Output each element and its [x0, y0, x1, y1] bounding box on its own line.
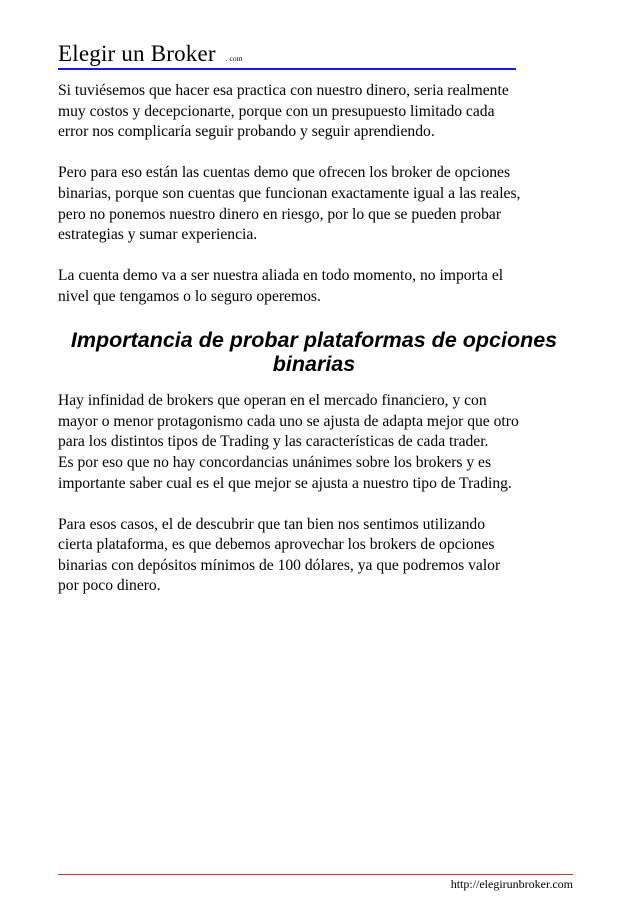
- footer-url: http://elegirunbroker.com: [450, 877, 573, 891]
- text-line: nivel que tengamos o lo seguro operemos.: [58, 287, 321, 305]
- page-header: [58, 40, 516, 70]
- text-line: Hay infinidad de brokers que operan en el mercado financiero, y con: [58, 392, 487, 410]
- text-line: error nos complicaría seguir probando y seguir aprendiendo.: [58, 123, 435, 141]
- paragraph-intro-3: [58, 266, 573, 307]
- text-line: por poco dinero.: [58, 577, 161, 595]
- site-title: Elegir un Broker: [58, 41, 216, 66]
- text-line: Si tuviésemos que hacer esa practica con nuestro dinero, seria realmente: [58, 82, 509, 99]
- text-line: Para esos casos, el de descubrir que tan bien nos sentimos utilizando: [58, 515, 485, 533]
- paragraph-section-2: [58, 515, 573, 597]
- text-line: cierta plataforma, es que debemos aprovechar los brokers de opciones: [58, 536, 495, 554]
- document-body: [58, 81, 573, 618]
- text-line: muy costos y decepcionarte, porque con un presupuesto limitado cada: [58, 102, 495, 120]
- text-line: pero no ponemos nuestro dinero en riesgo, por lo que se pueden probar: [58, 205, 502, 223]
- paragraph-intro-2: [58, 163, 573, 245]
- text-line: Pero para eso están las cuentas demo que ofrecen los broker de opciones: [58, 164, 511, 182]
- text-line: mayor o menor protagonismo cada uno se ajusta de adapta mejor que otro: [58, 412, 519, 430]
- site-title-suffix: . com: [225, 54, 243, 63]
- section-heading-line: Importancia de probar plataformas de opciones: [70, 328, 558, 353]
- text-line: estrategias y sumar experiencia.: [58, 226, 258, 244]
- text-line: La cuenta demo va a ser nuestra aliada en todo momento, no importa el: [58, 267, 504, 285]
- text-line: para los distintos tipos de Trading y las características de cada trader.: [58, 433, 489, 451]
- text-line: importante saber cual es el que mejor se ajusta a nuestro tipo de Trading.: [58, 474, 512, 492]
- section-heading-line: binarias: [272, 352, 356, 377]
- section-heading: [58, 328, 570, 376]
- text-line: Es por eso que no hay concordancias unánimes sobre los brokers y es: [58, 453, 492, 471]
- text-line: binarias, porque son cuentas que funcionan exactamente igual a las reales,: [58, 184, 521, 202]
- paragraph-intro-1: [58, 81, 573, 143]
- footer-divider: [58, 874, 573, 875]
- text-line: binarias con depósitos mínimos de 100 dólares, ya que podremos valor: [58, 556, 501, 574]
- paragraph-section-1: [58, 391, 573, 494]
